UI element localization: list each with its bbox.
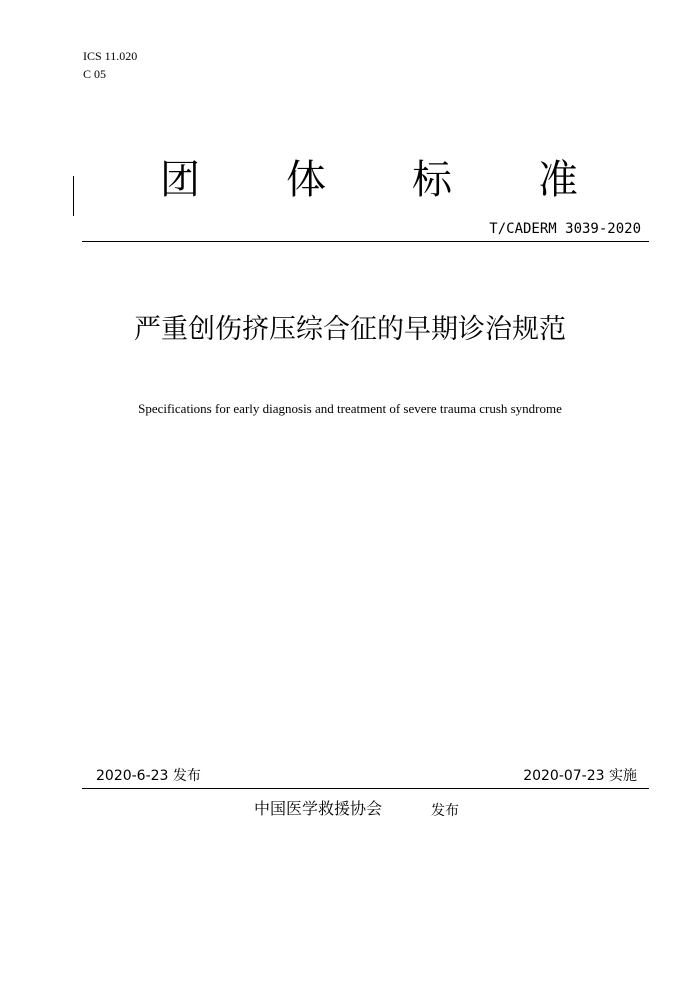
standard-type-char-3: 标 <box>412 157 452 203</box>
publisher-action: 发布 <box>431 803 459 819</box>
ics-code: ICS 11.020 <box>83 49 138 63</box>
effective-date: 2020-07-23 实施 <box>523 768 637 784</box>
standard-type-char-1: 团 <box>160 157 200 203</box>
publisher-name: 中国医学救援协会 <box>254 799 383 818</box>
ccs-code: C 05 <box>83 67 107 81</box>
document-title-en: Specifications for early diagnosis and treatment of severe trauma crush syndrome <box>138 401 562 416</box>
standard-type-char-4: 准 <box>538 157 578 203</box>
standard-type-char-2: 体 <box>286 157 326 203</box>
header-rule <box>82 241 649 242</box>
publish-date: 2020-6-23 发布 <box>96 768 201 784</box>
footer-rule <box>82 788 649 789</box>
standard-code: T/CADERM 3039-2020 <box>489 221 641 237</box>
document-title-cn: 严重创伤挤压综合征的早期诊治规范 <box>134 314 566 345</box>
margin-mark <box>73 176 74 216</box>
